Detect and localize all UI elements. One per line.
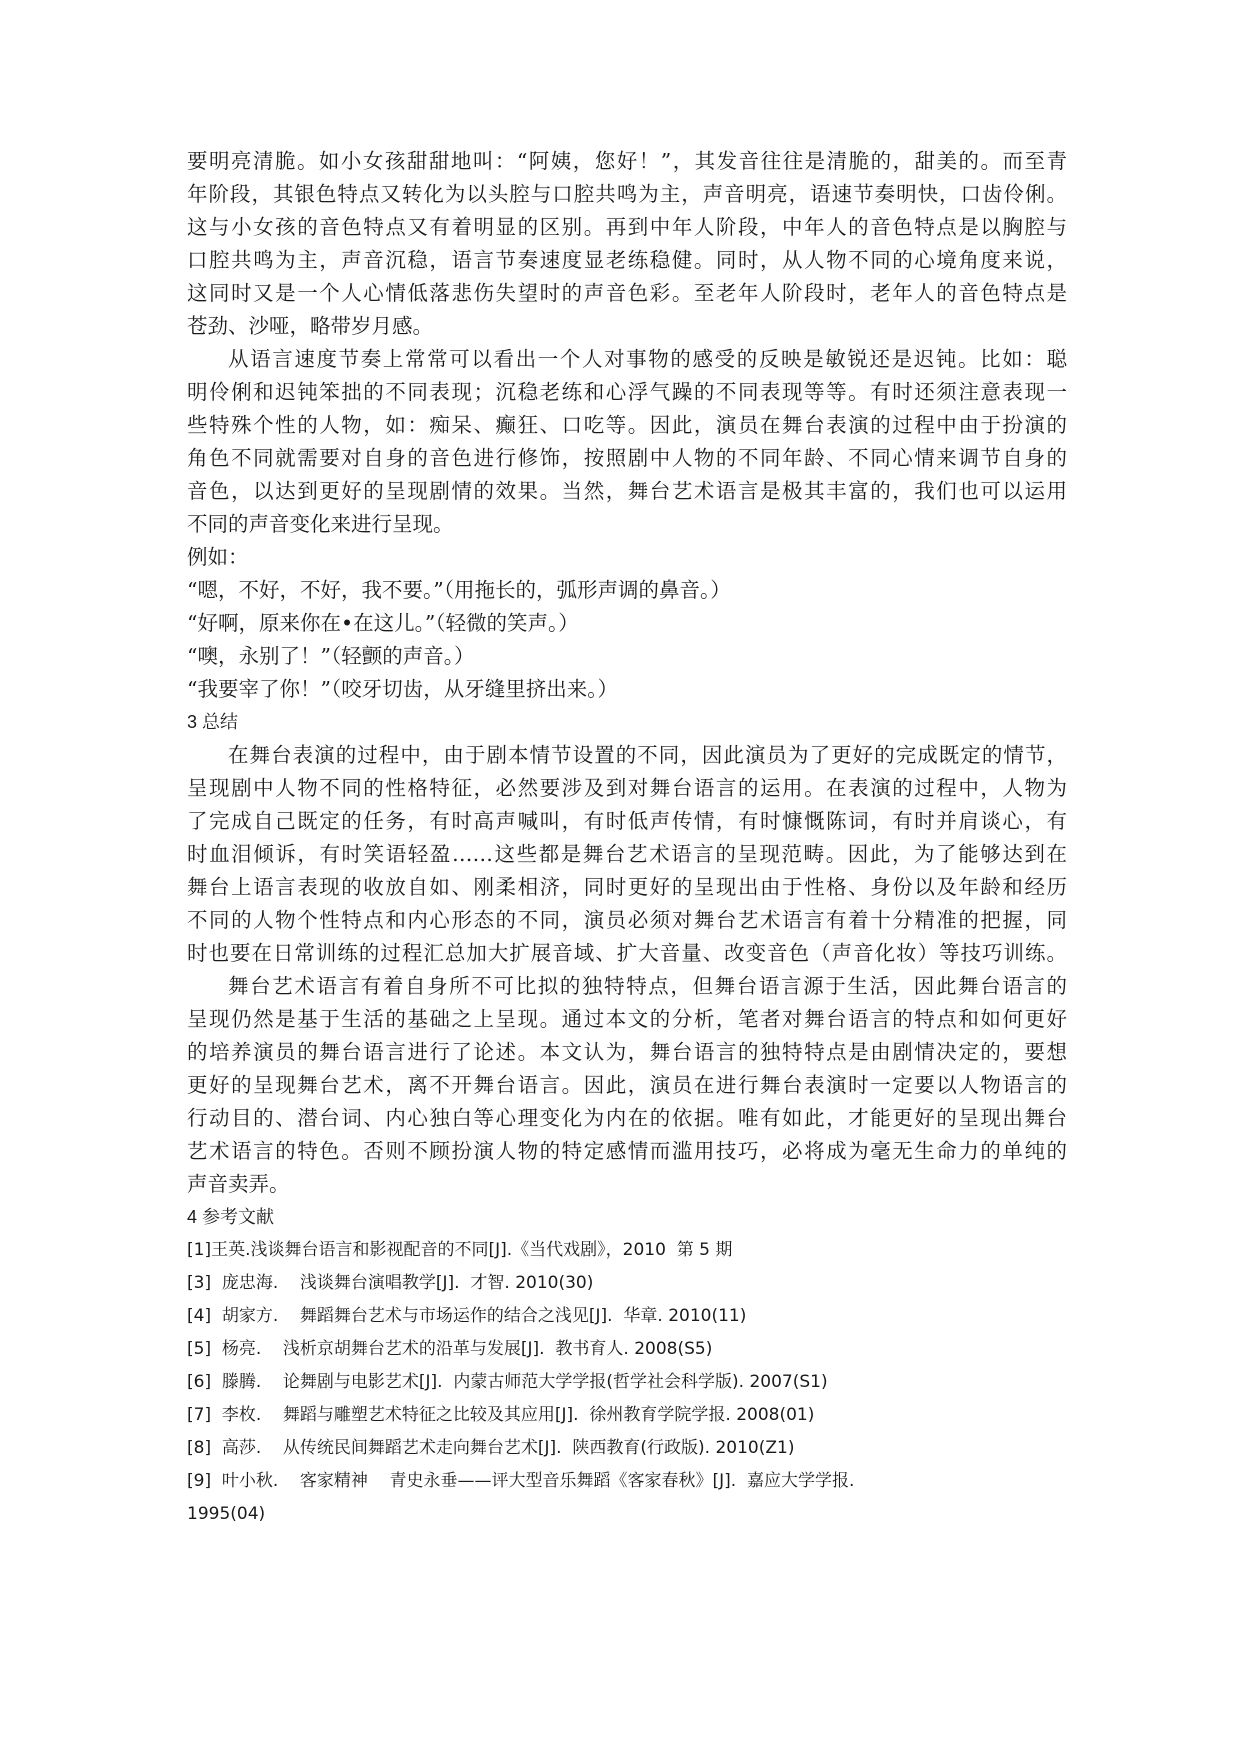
section-heading-summary: 3 总结 bbox=[187, 712, 239, 732]
text-line: 行动目的、潜台词、内心独白等心理变化为内在的依据。唯有如此，才能更好的呈现出舞台 bbox=[187, 1106, 1067, 1130]
reference-item-continuation: 1995(04) bbox=[187, 1504, 266, 1524]
reference-item: [8] 高莎. 从传统民间舞蹈艺术走向舞台艺术[J]. 陕西教育(行政版). 2010(Z1) bbox=[187, 1438, 795, 1458]
text-line: 时血泪倾诉，有时笑语轻盈……这些都是舞台艺术语言的呈现范畴。因此，为了能够达到在 bbox=[187, 842, 1067, 866]
text-line: 了完成自己既定的任务，有时高声喊叫，有时低声传情，有时慷慨陈词，有时并肩谈心，有 bbox=[187, 809, 1067, 833]
text-line: 呈现仍然是基于生活的基础之上呈现。通过本文的分析，笔者对舞台语言的特点和如何更好 bbox=[187, 1007, 1067, 1031]
text-line: 音色，以达到更好的呈现剧情的效果。当然，舞台艺术语言是极其丰富的，我们也可以运用 bbox=[187, 479, 1067, 503]
text-line: 年阶段，其银色特点又转化为以头腔与口腔共鸣为主，声音明亮，语速节奏明快，口齿伶俐。 bbox=[187, 182, 1067, 206]
text-line: 的培养演员的舞台语言进行了论述。本文认为，舞台语言的独特特点是由剧情决定的，要想 bbox=[187, 1040, 1067, 1064]
document-page bbox=[187, 145, 1067, 1531]
example-item: “噢，永别了！”（轻颤的声音。） bbox=[187, 644, 475, 668]
paragraph-conclusion bbox=[187, 970, 1067, 1201]
example-label: 例如： bbox=[187, 545, 249, 569]
text-line: 这同时又是一个人心情低落悲伤失望时的声音色彩。至老年人阶段时，老年人的音色特点是 bbox=[187, 281, 1067, 305]
text-line: 些特殊个性的人物，如：痴呆、癫狂、口吃等。因此，演员在舞台表演的过程中由于扮演的 bbox=[187, 413, 1067, 437]
reference-item: [7] 李枚. 舞蹈与雕塑艺术特征之比较及其应用[J]. 徐州教育学院学报. 2008(01) bbox=[187, 1405, 815, 1425]
text-line: 要明亮清脆。如小女孩甜甜地叫：“阿姨，您好！”，其发音往往是清脆的，甜美的。而至青 bbox=[187, 149, 1067, 173]
text-line: 声音卖弄。 bbox=[187, 1172, 290, 1196]
reference-item: [4] 胡家方. 舞蹈舞台艺术与市场运作的结合之浅见[J]. 华章. 2010(11) bbox=[187, 1306, 747, 1326]
text-line: 在舞台表演的过程中，由于剧本情节设置的不同，因此演员为了更好的完成既定的情节， bbox=[228, 743, 1067, 767]
reference-item: [5] 杨亮. 浅析京胡舞台艺术的沿革与发展[J]. 教书育人. 2008(S5) bbox=[187, 1339, 713, 1359]
reference-list bbox=[187, 1234, 1067, 1531]
text-line: 角色不同就需要对自身的音色进行修饰，按照剧中人物的不同年龄、不同心情来调节自身的 bbox=[187, 446, 1067, 470]
reference-item: [6] 滕腾. 论舞剧与电影艺术[J]. 内蒙古师范大学学报(哲学社会科学版). 2007(S1) bbox=[187, 1372, 828, 1392]
text-line: 从语言速度节奏上常常可以看出一个人对事物的感受的反映是敏锐还是迟钝。比如：聪 bbox=[228, 347, 1067, 371]
reference-item: [3] 庞忠海. 浅谈舞台演唱教学[J]. 才智. 2010(30) bbox=[187, 1273, 594, 1293]
section-heading-references: 4 参考文献 bbox=[187, 1207, 275, 1227]
text-line: 不同的人物个性特点和内心形态的不同，演员必须对舞台艺术语言有着十分精准的把握，同 bbox=[187, 908, 1067, 932]
text-line: 呈现剧中人物不同的性格特征，必然要涉及到对舞台语言的运用。在表演的过程中，人物为 bbox=[187, 776, 1067, 800]
paragraph-voice-timbre bbox=[187, 145, 1067, 343]
text-line: 不同的声音变化来进行呈现。 bbox=[187, 512, 454, 536]
text-line: 舞台上语言表现的收放自如、刚柔相济，同时更好的呈现出由于性格、身份以及年龄和经历 bbox=[187, 875, 1067, 899]
text-line: 口腔共鸣为主，声音沉稳，语言节奏速度显老练稳健。同时，从人物不同的心境角度来说， bbox=[187, 248, 1067, 272]
example-item: “我要宰了你！”（咬牙切齿，从牙缝里挤出来。） bbox=[187, 677, 618, 701]
paragraph-summary bbox=[187, 739, 1067, 970]
text-line: 舞台艺术语言有着自身所不可比拟的独特特点，但舞台语言源于生活，因此舞台语言的 bbox=[228, 974, 1067, 998]
reference-item: [1]王英.浅谈舞台语言和影视配音的不同[J].《当代戏剧》，2010 第 5 期 bbox=[187, 1240, 733, 1260]
text-line: 明伶俐和迟钝笨拙的不同表现；沉稳老练和心浮气躁的不同表现等等。有时还须注意表现一 bbox=[187, 380, 1067, 404]
text-line: 苍劲、沙哑，略带岁月感。 bbox=[187, 314, 433, 338]
paragraph-speech-tempo bbox=[187, 343, 1067, 541]
reference-item: [9] 叶小秋. 客家精神 青史永垂——评大型音乐舞蹈《客家春秋》[J]. 嘉应大学学报. bbox=[187, 1471, 855, 1491]
text-line: 这与小女孩的音色特点又有着明显的区别。再到中年人阶段，中年人的音色特点是以胸腔与 bbox=[187, 215, 1067, 239]
text-line: 艺术语言的特色。否则不顾扮演人物的特定感情而滥用技巧，必将成为毫无生命力的单纯的 bbox=[187, 1139, 1067, 1163]
examples-block bbox=[187, 541, 1067, 706]
text-line: 时也要在日常训练的过程汇总加大扩展音域、扩大音量、改变音色（声音化妆）等技巧训练。 bbox=[187, 941, 1067, 965]
example-item: “好啊，原来你在•在这儿。”（轻微的笑声。） bbox=[187, 611, 579, 635]
example-item: “嗯，不好，不好，我不要。”（用拖长的，弧形声调的鼻音。） bbox=[187, 578, 731, 602]
text-line: 更好的呈现舞台艺术，离不开舞台语言。因此，演员在进行舞台表演时一定要以人物语言的 bbox=[187, 1073, 1067, 1097]
